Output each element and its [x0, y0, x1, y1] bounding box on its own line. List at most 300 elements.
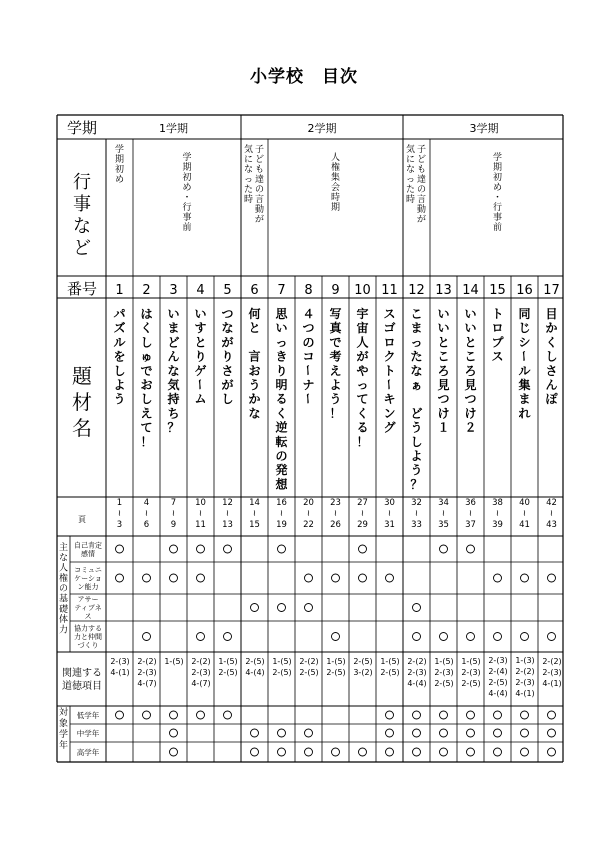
- topic-char: と: [194, 335, 207, 350]
- topic-char: ！: [329, 406, 342, 421]
- lesson-page: [546, 498, 557, 530]
- event-char: 動: [254, 205, 265, 215]
- topic-char: ル: [518, 363, 531, 378]
- event-char: 初: [492, 173, 503, 183]
- moral-item: 4-(1): [542, 679, 562, 688]
- grade-mark: [170, 729, 178, 737]
- vertical-char: 名: [72, 416, 92, 440]
- vertical-char: な: [73, 216, 91, 237]
- event-char: 前: [182, 223, 192, 233]
- lesson-topic: [329, 307, 342, 420]
- moral-item: 4-(7): [137, 679, 157, 688]
- moral-item: 4-(4): [245, 668, 265, 677]
- page-part: ~: [167, 509, 178, 517]
- ability-mark: [413, 633, 421, 641]
- topic-char: え: [140, 406, 153, 421]
- ability-label-line: ン能力: [77, 583, 99, 591]
- topic-char: し: [410, 434, 423, 449]
- topic-char: い: [464, 307, 477, 321]
- topic-char: か: [545, 321, 558, 336]
- topic-char: ろ: [437, 363, 450, 378]
- page-part: 19: [276, 520, 287, 530]
- ability-mark: [278, 545, 286, 553]
- moral-item: 2-(5): [299, 668, 319, 677]
- moral-item: 2-(2): [137, 657, 157, 666]
- page-part: ~: [140, 509, 151, 517]
- topic-char: つ: [302, 321, 315, 336]
- lesson-column: [380, 283, 399, 756]
- lesson-page: [465, 498, 476, 530]
- lesson-topic: [491, 307, 504, 364]
- event-char: 初: [114, 165, 125, 175]
- topic-char: さ: [221, 363, 234, 378]
- event-char: 学: [182, 153, 192, 163]
- topic-char: [410, 392, 422, 406]
- page-part: ~: [194, 509, 205, 517]
- ability-mark: [548, 633, 556, 641]
- event-char: 前: [492, 223, 503, 233]
- topic-char: ま: [410, 321, 423, 336]
- ability-mark: [413, 604, 421, 612]
- lesson-moral: [380, 657, 399, 677]
- lesson-number: 1: [115, 283, 124, 298]
- topic-char: 見: [464, 378, 477, 392]
- event-char: 事: [492, 213, 503, 223]
- topic-char: 宙: [356, 321, 369, 336]
- ability-label-line: 感情: [81, 549, 95, 558]
- page-part: 7: [170, 498, 177, 508]
- term-header: 1学期: [159, 122, 188, 135]
- lesson-topic: [275, 307, 288, 491]
- lesson-number: 8: [304, 283, 313, 298]
- lesson-topic: [221, 307, 233, 406]
- ability-mark: [305, 574, 313, 582]
- page-part: ~: [437, 509, 448, 517]
- ability-mark: [440, 633, 448, 641]
- topic-char: ち: [167, 406, 180, 421]
- ability-mark: [359, 545, 367, 553]
- grade-mark: [224, 711, 232, 719]
- grade-mark: [494, 748, 502, 756]
- topic-char: よ: [410, 449, 423, 463]
- page-part: ~: [275, 509, 286, 517]
- topic-char: ス: [491, 349, 504, 364]
- vertical-char: ど: [73, 238, 91, 259]
- topic-char: 想: [275, 477, 288, 492]
- topic-char: ま: [518, 392, 531, 407]
- grade-mark: [548, 711, 556, 719]
- event-char: 気: [405, 145, 416, 155]
- lesson-column: [272, 283, 291, 756]
- event-char: に: [405, 155, 416, 165]
- page-part: ~: [329, 509, 340, 517]
- event-char: が: [254, 215, 265, 225]
- topic-char: 何: [248, 307, 261, 321]
- lesson-topic: [140, 307, 152, 449]
- page-part: 30: [384, 498, 395, 508]
- grade-mark: [197, 711, 205, 719]
- topic-char: よ: [329, 378, 342, 392]
- moral-item: 2-(5): [488, 678, 508, 687]
- ability-label-line: ケーショ: [74, 574, 102, 583]
- ability-mark: [359, 574, 367, 582]
- topic-char: ん: [545, 378, 558, 392]
- lesson-moral: [164, 657, 183, 666]
- topic-char: る: [275, 392, 288, 407]
- lesson-moral: [515, 656, 534, 698]
- page-title: 小学校 目次: [250, 67, 358, 87]
- grade-mark: [386, 729, 394, 737]
- page-part: 40: [519, 498, 530, 508]
- lesson-number: 10: [354, 283, 371, 298]
- topic-char: い: [437, 321, 450, 336]
- page-part: 29: [357, 520, 368, 530]
- grade-mark: [386, 748, 394, 756]
- lesson-column: [164, 283, 183, 756]
- topic-char: ロ: [383, 335, 396, 350]
- moral-label-line: 道徳項目: [62, 681, 102, 692]
- lesson-moral: [110, 657, 129, 677]
- lesson-topic: [517, 307, 531, 420]
- topic-char: ぁ: [410, 378, 423, 392]
- event-char: 達: [416, 175, 427, 185]
- lesson-number: 3: [169, 283, 178, 298]
- topic-char: な: [248, 406, 261, 421]
- moral-label-line: 関連する: [62, 668, 102, 679]
- topic-char: ぽ: [545, 392, 558, 407]
- lesson-column: [110, 283, 129, 719]
- lesson-topic: [301, 307, 315, 405]
- lesson-moral: [245, 657, 264, 677]
- page-part: 10: [195, 498, 206, 508]
- lesson-column: [137, 283, 156, 719]
- grade-mark: [305, 748, 313, 756]
- topic-char: 持: [167, 392, 180, 407]
- topic-char: が: [221, 378, 234, 392]
- lesson-topic: [545, 307, 558, 406]
- page-part: 41: [519, 520, 530, 530]
- moral-item: 2-(5): [434, 679, 454, 688]
- event-char: 言: [416, 195, 427, 205]
- vertical-char: 象: [58, 719, 69, 729]
- event-char: 期: [114, 155, 125, 165]
- lesson-column: [434, 283, 453, 756]
- topic-char: が: [356, 349, 369, 364]
- event-char: の: [416, 185, 427, 195]
- topic-char: 宇: [356, 307, 369, 321]
- moral-label: [62, 666, 102, 692]
- page-part: 4: [143, 498, 150, 508]
- ability-mark: [305, 604, 313, 612]
- ability-mark: [332, 574, 340, 582]
- topic-char: ン: [383, 406, 396, 421]
- topic-char: ー: [382, 378, 396, 391]
- ability-label-line: アサー: [77, 595, 99, 604]
- topic-char: シ: [518, 335, 531, 350]
- vertical-char: 題: [72, 364, 92, 388]
- lesson-page: [168, 498, 178, 530]
- moral-item: 2-(2): [191, 657, 211, 666]
- grade-mark: [413, 711, 421, 719]
- lesson-moral: [353, 657, 372, 677]
- topic-char: な: [167, 363, 180, 378]
- grade-mark: [467, 711, 475, 719]
- vertical-char: 力: [58, 625, 69, 636]
- event-char: め: [182, 183, 192, 193]
- lesson-page: [222, 498, 233, 530]
- topic-char: て: [140, 420, 153, 435]
- topic-char: ス: [383, 307, 396, 321]
- topic-char: て: [356, 392, 369, 407]
- topic-char: ！: [356, 434, 369, 449]
- topic-char: 目: [545, 307, 558, 321]
- lesson-column: [407, 283, 426, 756]
- page-part: 27: [357, 498, 368, 508]
- lesson-topic: [247, 306, 260, 420]
- topic-char: ！: [140, 434, 153, 449]
- lesson-page: [411, 498, 422, 530]
- lesson-page: [195, 498, 206, 530]
- vertical-char: 人: [58, 563, 69, 574]
- lesson-column: [353, 283, 372, 756]
- topic-char: と: [464, 335, 477, 350]
- ability-label-line: 協力する: [74, 624, 102, 633]
- vertical-char: 年: [58, 741, 69, 751]
- topic-char: 発: [275, 463, 288, 478]
- event-char: 初: [182, 173, 192, 183]
- moral-item: 2-(3): [407, 668, 427, 677]
- lesson-topic: [464, 307, 476, 435]
- topic-char: 人: [356, 335, 369, 350]
- topic-char: 集: [518, 378, 531, 392]
- lesson-page: [303, 498, 314, 530]
- event-char: も: [416, 165, 427, 175]
- ability-label: [74, 596, 101, 621]
- ability-label: [74, 540, 102, 558]
- grade-mark: [548, 729, 556, 737]
- topic-char: ゴ: [383, 321, 396, 336]
- target-group-label: [59, 706, 68, 751]
- page-part: 33: [411, 520, 422, 530]
- topic-char: で: [140, 363, 153, 378]
- lesson-number: 7: [277, 283, 286, 298]
- page-part: ~: [356, 509, 367, 517]
- grade-label: 高学年: [76, 748, 100, 757]
- ability-mark: [170, 545, 178, 553]
- topic-char: ロ: [491, 321, 504, 336]
- topic-char: ナ: [302, 378, 315, 392]
- event-char: な: [243, 165, 254, 175]
- lesson-number: 9: [331, 283, 340, 298]
- topic-char: ム: [194, 392, 207, 407]
- lesson-page: [384, 498, 395, 530]
- topic-char: し: [140, 335, 153, 350]
- topic-char: い: [167, 307, 180, 321]
- ability-mark: [224, 633, 232, 641]
- lesson-column: [218, 283, 237, 719]
- moral-item: 2-(3): [110, 657, 130, 666]
- topic-char: れ: [518, 406, 531, 421]
- lesson-topic: [356, 306, 368, 449]
- lesson-topic: [382, 307, 396, 435]
- grade-mark: [440, 711, 448, 719]
- moral-item: 2-(5): [245, 657, 265, 666]
- event-char: 会: [330, 183, 341, 193]
- topic-char: く: [356, 406, 369, 421]
- grade-label: 中学年: [76, 729, 100, 738]
- lesson-page: [357, 498, 368, 530]
- event-header: [331, 151, 340, 213]
- topic-char: ゅ: [140, 349, 153, 364]
- topic-char: く: [275, 406, 288, 421]
- topic-char: ど: [410, 406, 423, 421]
- topic-char: ー: [301, 392, 315, 405]
- lesson-column: [245, 283, 264, 756]
- ability-label-line: ティブネ: [74, 604, 102, 612]
- lesson-moral: [407, 657, 426, 688]
- topic-char: り: [221, 349, 234, 364]
- ability-mark: [197, 545, 205, 553]
- vertical-char: 礎: [58, 604, 69, 615]
- ability-label-line: コミュニ: [74, 566, 102, 574]
- topic-char: く: [140, 321, 153, 336]
- grade-mark: [170, 711, 178, 719]
- topic-char: 同: [518, 307, 531, 321]
- page-part: 22: [303, 520, 314, 530]
- lesson-topic: [437, 307, 449, 435]
- topic-char: 思: [275, 307, 288, 321]
- page-part: ~: [383, 509, 394, 517]
- event-char: な: [405, 165, 416, 175]
- topic-char: う: [410, 420, 423, 435]
- page-part: ~: [248, 509, 259, 517]
- topic-char: い: [437, 307, 450, 321]
- topic-char: い: [464, 321, 477, 336]
- moral-item: 4-(4): [407, 679, 427, 688]
- grade-mark: [494, 729, 502, 737]
- vertical-char: の: [58, 584, 69, 595]
- lesson-moral: [434, 657, 453, 688]
- topic-char: し: [545, 349, 558, 364]
- lesson-number: 17: [543, 283, 560, 298]
- topic-char: さ: [545, 363, 558, 378]
- topic-char: ト: [491, 307, 504, 321]
- lesson-moral: [488, 656, 507, 698]
- grade-mark: [413, 748, 421, 756]
- lesson-page: [249, 498, 260, 530]
- ability-label-line: ス: [84, 612, 92, 621]
- event-char: 行: [182, 203, 192, 213]
- moral-item: 2-(3): [542, 668, 562, 677]
- ability-mark: [143, 574, 151, 582]
- ability-mark: [224, 545, 232, 553]
- moral-item: 2-(2): [515, 667, 535, 676]
- topic-char: ズ: [113, 321, 126, 336]
- topic-char: ん: [167, 349, 180, 364]
- ability-mark: [548, 574, 556, 582]
- topic-char: な: [221, 321, 234, 336]
- topic-char: グ: [383, 420, 396, 435]
- event-char: も: [254, 165, 265, 175]
- topic-char: す: [194, 321, 207, 336]
- topic-char: 逆: [275, 420, 288, 435]
- grade-mark: [332, 748, 340, 756]
- lesson-page: [330, 498, 341, 530]
- term-header: 2学期: [307, 122, 337, 135]
- lesson-column: [542, 283, 561, 756]
- page-part: 23: [330, 498, 341, 508]
- topic-char: の: [302, 335, 315, 350]
- page-part: 3: [116, 520, 123, 530]
- term-header: 3学期: [469, 122, 499, 135]
- topic-char: け: [437, 406, 450, 421]
- page-part: 12: [222, 498, 233, 508]
- page-part: ~: [113, 509, 124, 517]
- lesson-page: [276, 498, 287, 530]
- event-char: 期: [492, 163, 503, 173]
- event-char: 学: [492, 153, 503, 163]
- topic-char: ど: [167, 335, 180, 350]
- lesson-moral: [191, 657, 210, 688]
- event-char: ど: [416, 155, 427, 165]
- topic-char: ４: [302, 307, 315, 321]
- topic-char: こ: [410, 307, 423, 321]
- page-label: 頁: [78, 515, 86, 524]
- moral-item: 4-(1): [515, 689, 535, 698]
- moral-item: 1-(5): [461, 657, 481, 666]
- moral-item: 1-(5): [164, 657, 184, 666]
- topic-char: つ: [221, 307, 234, 321]
- topic-char: ？: [167, 420, 180, 435]
- topic-char: つ: [464, 392, 477, 407]
- topic-char: 気: [167, 378, 180, 392]
- ability-label-line: 自己肯定: [74, 541, 102, 550]
- ability-mark: [251, 604, 259, 612]
- topic-label: [72, 364, 93, 440]
- abilities-group-label: [59, 541, 69, 635]
- page-part: 34: [438, 498, 449, 508]
- topic-char: う: [113, 392, 126, 407]
- event-char: っ: [405, 175, 416, 185]
- event-char: ど: [254, 155, 265, 165]
- topic-char: ー: [301, 364, 315, 377]
- page-part: ~: [545, 509, 556, 517]
- topic-char: ー: [517, 350, 531, 363]
- topic-char: と: [437, 335, 450, 350]
- page-part: 16: [276, 498, 287, 508]
- vertical-char: 学: [58, 730, 69, 740]
- moral-item: 2-(3): [515, 678, 535, 687]
- topic-char: ま: [167, 321, 180, 336]
- event-char: 子: [254, 145, 265, 155]
- page-part: 20: [303, 498, 314, 508]
- lesson-column: [515, 283, 534, 756]
- topic-char: 見: [437, 378, 450, 392]
- event-char: た: [243, 185, 254, 195]
- lesson-column: [488, 283, 507, 756]
- grade-mark: [440, 729, 448, 737]
- lesson-number: 5: [223, 283, 232, 298]
- ability-mark: [521, 574, 529, 582]
- grade-mark: [359, 748, 367, 756]
- moral-item: 2-(5): [461, 679, 481, 688]
- topic-char: つ: [437, 392, 450, 407]
- topic-char: キ: [383, 392, 396, 407]
- moral-item: 2-(5): [272, 668, 292, 677]
- moral-item: 2-(2): [542, 657, 562, 666]
- ability-mark: [116, 545, 124, 553]
- topic-char: お: [140, 378, 153, 392]
